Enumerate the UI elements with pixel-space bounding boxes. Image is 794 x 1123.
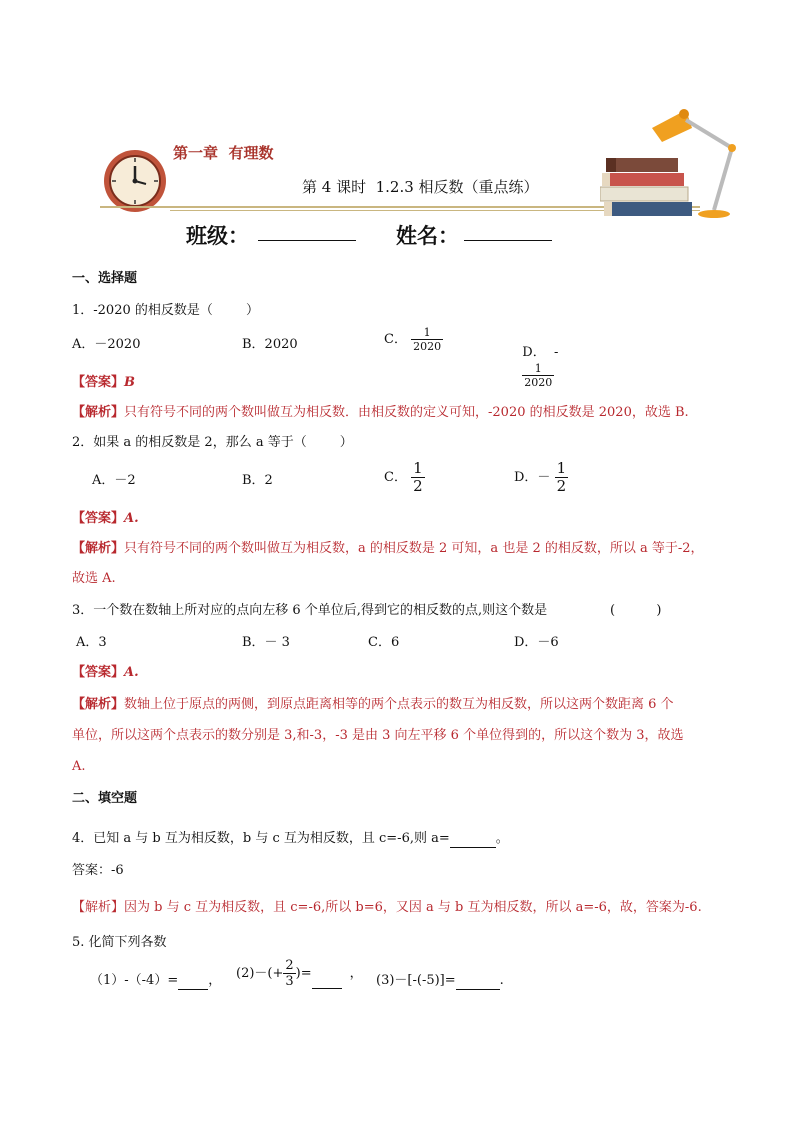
q1-option-c-den: 2020 (413, 340, 442, 353)
q2-option-c-num: 1 (413, 459, 423, 477)
q4-answer-blank[interactable] (450, 833, 496, 848)
q2-analysis-text: 只有符号不同的两个数叫做互为相反数，a 的相反数是 2 可知，a 也是 2 的相反数，所以 a 等于-2， (124, 541, 704, 556)
q5-part2-den: 3 (285, 974, 294, 989)
q1-option-c-fraction (411, 326, 443, 353)
q3-analysis-line3: A. (72, 759, 86, 774)
q2-option-b: B．2 (242, 473, 273, 488)
q1-option-c-num: 1 (423, 326, 431, 339)
analysis-tag: 【解析】 (72, 541, 125, 556)
q1-option-d-prefix: D． - (522, 345, 559, 360)
q1-answer (72, 374, 135, 392)
q1-stem: 1．-2020 的相反数是（ ） (72, 303, 259, 318)
class-blank[interactable] (258, 226, 356, 241)
q5-part1-text: （1）-（-4）= (90, 973, 179, 988)
q4-stem (72, 830, 509, 848)
q2-analysis-line1 (72, 540, 704, 558)
q2-stem: 2．如果 a 的相反数是 2，那么 a 等于（ ） (72, 435, 353, 450)
lamp-icon (650, 98, 742, 220)
q1-option-d-num: 1 (534, 362, 542, 375)
q5-part2-prefix: (2)－(+ (236, 966, 284, 981)
q5-part2-fraction (283, 958, 295, 989)
q2-answer-value: A. (124, 511, 139, 526)
answer-tag: 【答案】 (72, 665, 125, 680)
q2-option-d (514, 460, 568, 495)
q1-option-d-fraction (522, 362, 554, 389)
q2-option-a: A．－2 (92, 473, 136, 488)
q2-option-c-fraction (411, 460, 425, 495)
q4-stem-end: 。 (495, 831, 509, 846)
q5-part3-text: (3)－[-(-5)]= (376, 973, 456, 988)
q4-analysis (72, 899, 702, 917)
q3-answer (72, 664, 139, 682)
q2-option-d-prefix: D．－ (514, 470, 551, 485)
q3-analysis-line1 (72, 696, 674, 714)
q3-option-a: A．3 (76, 635, 107, 650)
class-label: 班级： (186, 223, 249, 248)
q5-part2-suffix: )= (295, 966, 312, 981)
analysis-tag: 【解析】 (72, 405, 125, 420)
q2-option-d-den: 2 (556, 477, 567, 495)
q3-answer-value: A. (124, 665, 139, 680)
analysis-tag: 【解析】 (72, 900, 125, 915)
q3-option-b: B．－ 3 (242, 635, 290, 650)
chapter-title: 第一章 有理数 (173, 144, 274, 162)
clock-icon (102, 148, 168, 214)
q5-part2-num: 2 (285, 958, 294, 973)
q1-analysis (72, 404, 689, 422)
q5-part3 (376, 972, 504, 990)
name-blank[interactable] (464, 226, 552, 241)
answer-tag: 【答案】 (72, 511, 125, 526)
q1-option-a: A．－2020 (72, 337, 141, 352)
q3-option-c: C．6 (368, 635, 400, 650)
q2-analysis-line2: 故选 A. (72, 571, 116, 586)
q1-answer-value: B (124, 375, 136, 390)
q1-option-d (514, 326, 558, 389)
q5-stem: 5. 化简下列各数 (72, 935, 167, 950)
q5-part3-end: . (499, 973, 504, 988)
lesson-title: 第 4 课时 1.2.3 相反数（重点练） (302, 178, 539, 196)
analysis-tag: 【解析】 (72, 697, 125, 712)
q5-part1-end: ， (208, 973, 222, 988)
q3-option-d: D．－6 (514, 635, 559, 650)
q5-part3-blank[interactable] (456, 975, 500, 990)
q3-analysis-line2: 单位，所以这两个点表示的数分别是 3,和-3，-3 是由 3 向左平移 6 个单位得到的，所以这个数为 3，故选 (72, 728, 684, 743)
section-title-fill: 二、填空题 (72, 791, 138, 806)
q2-option-c-prefix: C． (384, 470, 407, 485)
q1-analysis-text: 只有符号不同的两个数叫做互为相反数．由相反数的定义可知，-2020 的相反数是 2020，故选 B. (124, 405, 689, 420)
q1-option-d-den: 2020 (524, 376, 553, 389)
q2-option-d-num: 1 (556, 459, 567, 477)
q3-analysis-text: 数轴上位于原点的两侧，到原点距离相等的两个点表示的数互为相反数，所以这两个数距离 6 个 (124, 697, 674, 712)
q2-option-d-fraction (555, 460, 569, 495)
name-label: 姓名： (396, 223, 459, 248)
q2-option-c (384, 460, 425, 495)
q3-stem: 3．一个数在数轴上所对应的点向左移 6 个单位后,得到它的相反数的点,则这个数是 (72, 603, 548, 618)
q3-paren: ( ) (610, 603, 662, 618)
q5-part2-end: ， (349, 966, 363, 981)
q1-option-c-prefix: C． (384, 332, 407, 347)
q5-part1 (90, 972, 221, 990)
q1-option-b: B．2020 (242, 337, 298, 352)
answer-tag: 【答案】 (72, 375, 125, 390)
q5-part2-blank[interactable] (312, 974, 342, 989)
q4-analysis-text: 因为 b 与 c 互为相反数，且 c=-6,所以 b=6，又因 a 与 b 互为相反数，所以 a=-6，故，答案为-6. (124, 900, 702, 915)
q4-stem-text: 4．已知 a 与 b 互为相反数，b 与 c 互为相反数，且 c=-6,则 a= (72, 831, 450, 846)
q5-part1-blank[interactable] (178, 975, 208, 990)
q1-option-c (384, 326, 443, 353)
q4-answer-line: 答案：-6 (72, 863, 124, 878)
section-title-choice: 一、选择题 (72, 271, 138, 286)
q2-option-c-den: 2 (413, 477, 423, 495)
q2-answer (72, 510, 139, 528)
q5-part2 (236, 958, 363, 989)
